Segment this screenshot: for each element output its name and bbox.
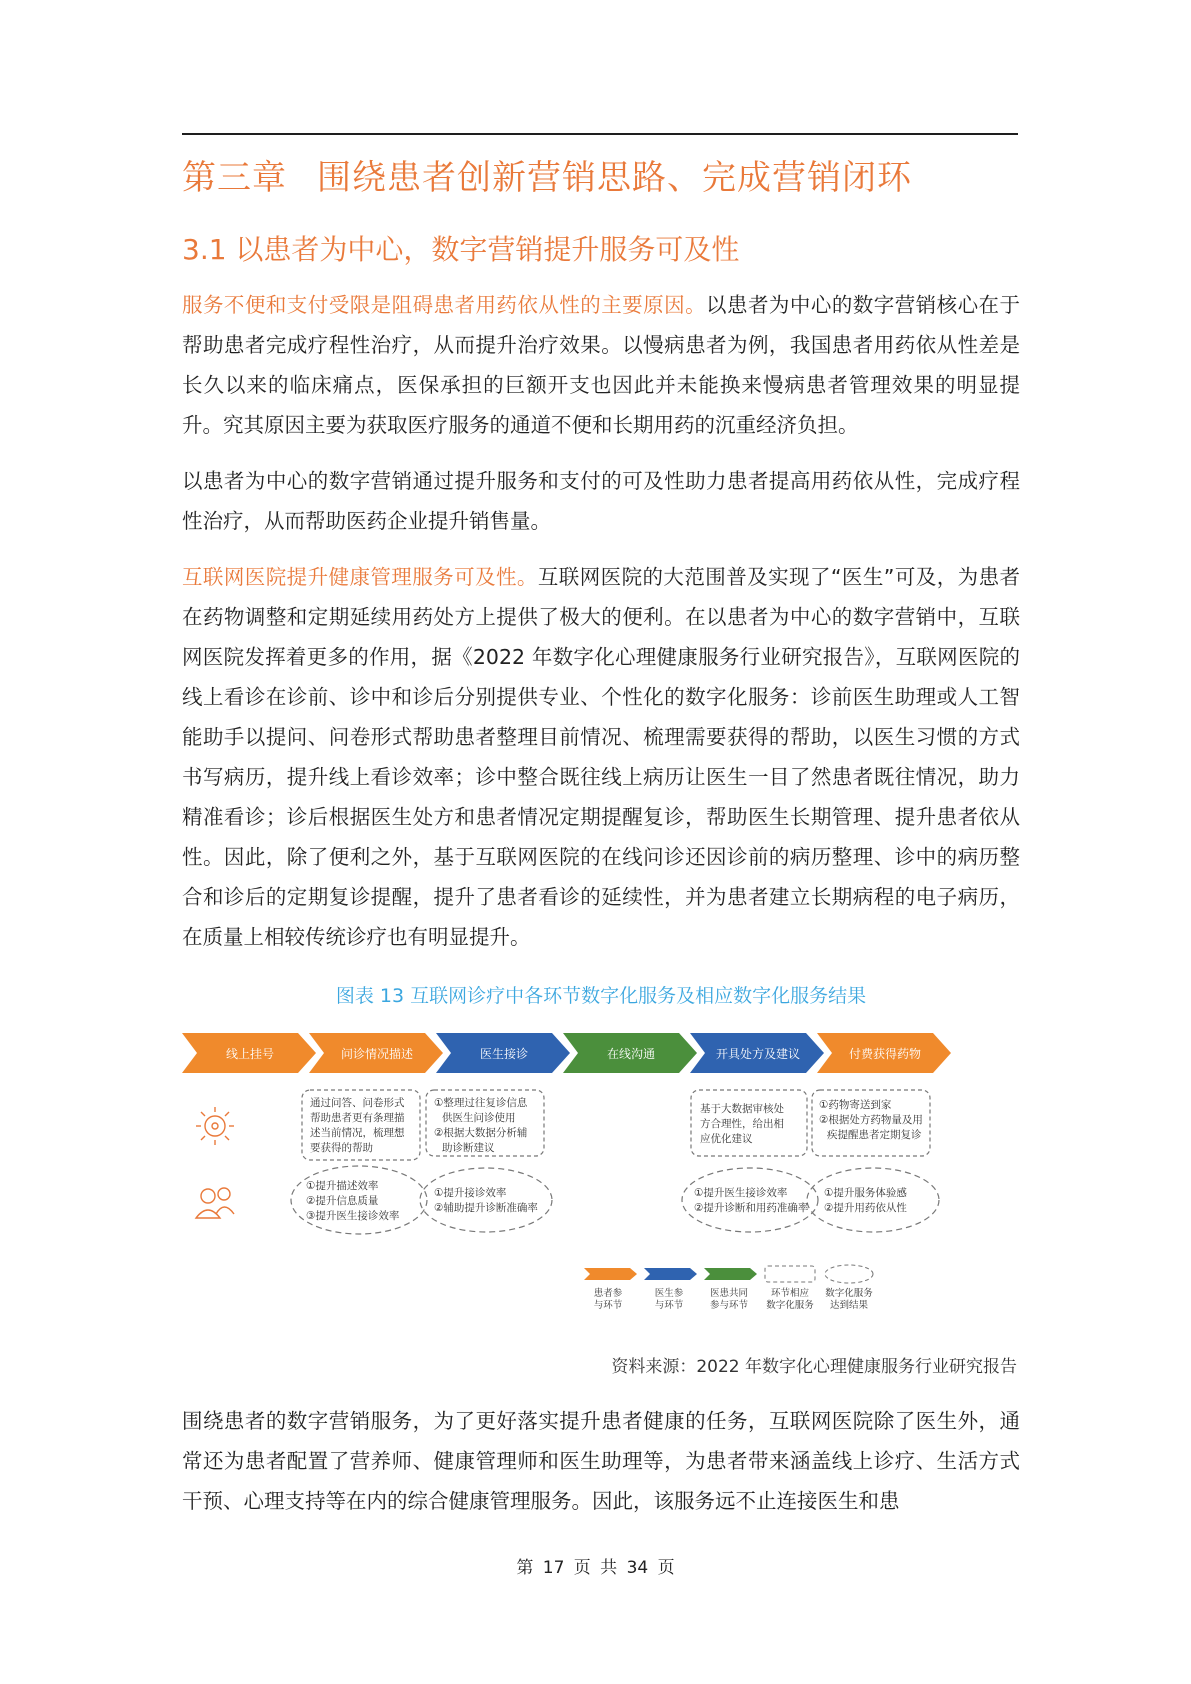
paragraph-1 [182, 285, 1020, 445]
step-label-prescribe: 开具处方及建议 [715, 1047, 801, 1061]
service-desc-line-1: 通过问答、问卷形式 [310, 1097, 405, 1109]
service-pay-line-2: ②根据处方药物量及用 [819, 1114, 923, 1126]
legend [584, 1265, 873, 1311]
service-pay-line-3: 疾提醒患者定期复诊 [827, 1129, 922, 1141]
service-doctor-line-3: ②根据大数据分析辅 [434, 1127, 528, 1139]
legend-label-patient-2: 与环节 [593, 1300, 623, 1311]
paragraph-1-body: 以患者为中心的数字营销核心在于帮助患者完成疗程性治疗，从而提升治疗效果。以慢病患者为例，我国患者用药依从性差是长久以来的临床痛点，医保承担的巨额开支也因此并未能换来慢病患者管理效果的明显提升。究其原因主要为获取医疗服务的通道不便和长期用药的沉重经济负担。 [182, 293, 1021, 437]
legend-swatch-patient [584, 1268, 637, 1280]
legend-label-result-1: 数字化服务 [825, 1288, 873, 1299]
legend-swatch-both [704, 1268, 757, 1280]
legend-label-service-1: 环节相应 [770, 1288, 810, 1299]
paragraph-1-lead: 服务不便和支付受限是阻碍患者用药依从性的主要原因。 [182, 293, 707, 317]
step-label-register: 线上挂号 [225, 1047, 275, 1061]
step-label-doctor: 医生接诊 [479, 1047, 529, 1061]
paragraph-4: 围绕患者的数字营销服务，为了更好落实提升患者健康的任务，互联网医院除了医生外，通常还为患者配置了营养师、健康管理师和医生助理等，为患者带来涵盖线上诊疗、生活方式干预、心理支持等在内的综合健康管理服务。因此，该服务远不止连接医生和患 [182, 1409, 1020, 1513]
result-ellipse-doctor [420, 1168, 552, 1232]
result-rx-line-2: ②提升诊断和用药准确率 [694, 1202, 809, 1214]
result-desc-line-2: ②提升信息质量 [306, 1195, 379, 1207]
paragraph-2: 以患者为中心的数字营销通过提升服务和支付的可及性助力患者提高用药依从性，完成疗程性治疗，从而帮助医药企业提升销售量。 [182, 469, 1020, 533]
result-doctor-line-1: ①提升接诊效率 [434, 1187, 507, 1199]
legend-swatch-doctor [644, 1268, 697, 1280]
service-desc-line-2: 帮助患者更有条理描 [310, 1112, 405, 1124]
people-result-icon [196, 1188, 234, 1218]
legend-label-both-2: 参与环节 [709, 1300, 749, 1311]
legend-label-result-2: 达到结果 [829, 1300, 869, 1311]
legend-label-patient-1: 患者参 [593, 1288, 623, 1299]
result-ellipses [291, 1166, 939, 1234]
paragraph-3-body: 互联网医院的大范围普及实现了“医生”可及，为患者在药物调整和定期延续用药处方上提供了极大的便利。在以患者为中心的数字营销中，互联网医院发挥着更多的作用，据《2022 年数字化心理健康服务行业研究报告》，互联网医院的线上看诊在诊前、诊中和诊后分别提供专业、个性化的数字化服务：诊前医生助理或人工智能助手以提问、问卷形式帮助患者整理目前情况、梳理需要获得的帮助，以医生习惯的方式书写病历，提升线上看诊效率；诊中整合既往线上病历让医生一目了然患者既往情况，助力精准看诊；诊后根据医生处方和患者情况定期提醒复诊，帮助医生长期管理、提升患者依从性。因此，除了便利之外，基于互联网医院的在线问诊还因诊前的病历整理、诊中的病历整合和诊后的定期复诊提醒，提升了患者看诊的延续性，并为患者建立长期病程的电子病历，在质量上相较传统诊疗也有明显提升。 [182, 565, 1021, 949]
header-rule [182, 133, 1018, 135]
legend-label-service-2: 数字化服务 [766, 1300, 814, 1311]
service-desc-line-4: 要获得的帮助 [310, 1142, 373, 1154]
paragraph-3-lead: 互联网医院提升健康管理服务可及性。 [182, 565, 538, 589]
result-ellipse-prescribe [682, 1168, 818, 1232]
service-rx-line-1: 基于大数据审核处 [700, 1103, 784, 1115]
service-rx-line-3: 应优化建议 [700, 1133, 753, 1145]
step-label-chat: 在线沟通 [606, 1047, 656, 1061]
digital-service-icon [196, 1107, 234, 1145]
step-arrows [182, 1033, 951, 1073]
result-pay-line-1: ①提升服务体验感 [824, 1187, 907, 1199]
result-desc-line-3: ③提升医生接诊效率 [306, 1210, 400, 1222]
service-doctor-line-2: 供医生问诊使用 [442, 1112, 516, 1124]
result-ellipse-pay [807, 1168, 939, 1232]
figure-diagram [182, 1028, 962, 1328]
service-desc-line-3: 述当前情况，梳理想 [310, 1127, 405, 1139]
paragraph-3 [182, 557, 1020, 957]
service-pay-line-1: ①药物寄送到家 [819, 1099, 892, 1111]
result-pay-line-2: ②提升用药依从性 [824, 1202, 907, 1214]
service-rx-line-2: 方合理性，给出相 [700, 1118, 784, 1130]
result-rx-line-1: ①提升医生接诊效率 [694, 1187, 788, 1199]
result-desc-line-1: ①提升描述效率 [306, 1180, 379, 1192]
section-heading: 3.1 以患者为中心，数字营销提升服务可及性 [182, 233, 740, 266]
chapter-heading: 第三章 围绕患者创新营销思路、完成营销闭环 [182, 158, 912, 198]
page-footer: 第 17 页 共 34 页 [516, 1558, 675, 1578]
service-doctor-line-4: 助诊断建议 [442, 1142, 495, 1154]
legend-label-doctor-2: 与环节 [654, 1300, 684, 1311]
result-doctor-line-2: ②辅助提升诊断准确率 [434, 1202, 538, 1214]
legend-swatch-service [765, 1266, 815, 1282]
legend-label-both-1: 医患共同 [709, 1288, 749, 1299]
legend-label-doctor-1: 医生参 [654, 1288, 684, 1299]
legend-swatch-result [825, 1265, 873, 1283]
service-doctor-line-1: ①整理过往复诊信息 [434, 1097, 528, 1109]
figure-title: 图表 13 互联网诊疗中各环节数字化服务及相应数字化服务结果 [335, 985, 867, 1007]
step-label-describe: 问诊情况描述 [340, 1047, 414, 1061]
step-label-pay: 付费获得药物 [848, 1047, 922, 1061]
figure-source: 资料来源：2022 年数字化心理健康服务行业研究报告 [611, 1357, 1017, 1377]
